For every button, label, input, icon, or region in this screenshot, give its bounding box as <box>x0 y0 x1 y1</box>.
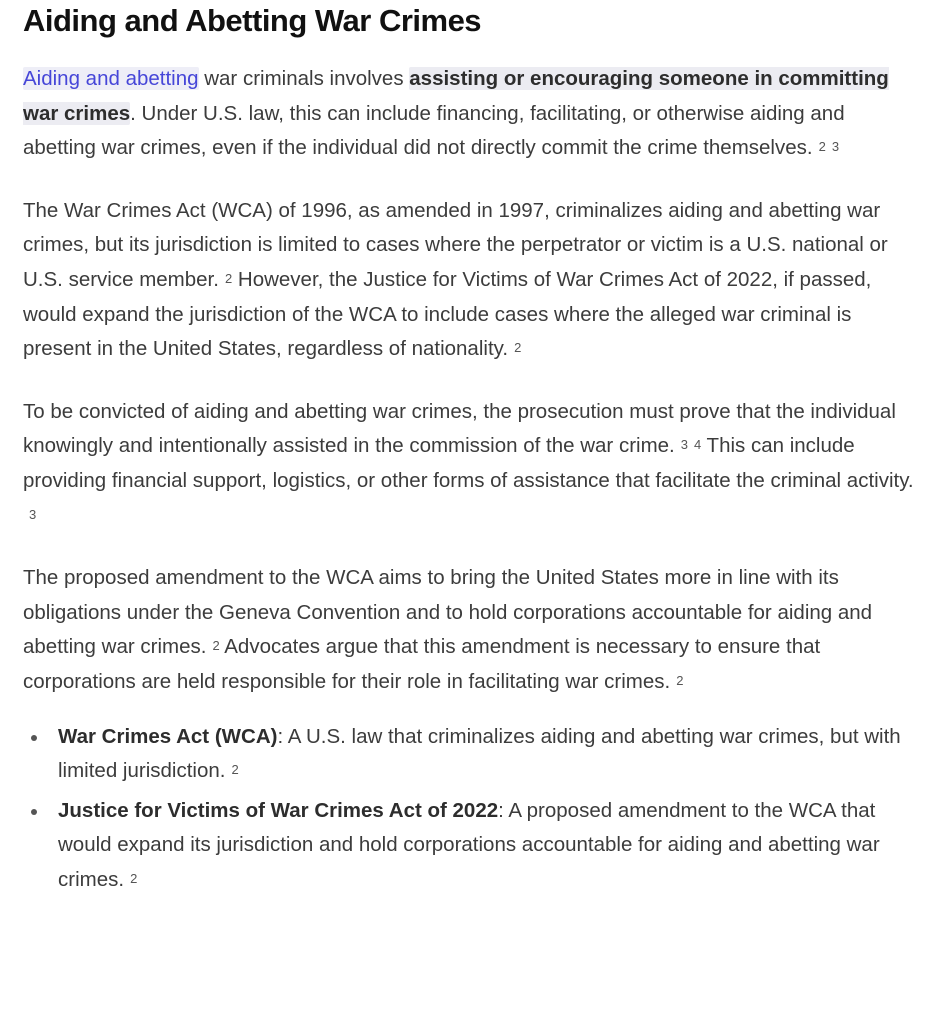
highlighted-phrase: assisting or encouraging someone in committing war crimes <box>23 67 889 125</box>
paragraph-text: To be convicted of aiding and abetting war crimes, the prosecution must prove that the individual knowingly and intentionally assisted in the commission of the war crime. <box>23 399 896 458</box>
citation-marker[interactable]: 3 <box>680 437 688 453</box>
summary-list <box>23 720 919 898</box>
aiding-abetting-link[interactable]: Aiding and abetting <box>23 67 199 90</box>
citation-marker[interactable]: 3 <box>831 139 840 155</box>
citation-marker[interactable]: 2 <box>231 762 239 778</box>
list-item-text: : A proposed amendment to the WCA that would expand its jurisdiction and hold corporations accountable for aiding and abetting war crimes. <box>58 798 880 891</box>
list-item <box>23 794 919 898</box>
citation-marker[interactable]: 3 <box>29 506 37 522</box>
citation-marker[interactable]: 2 <box>212 638 220 654</box>
page-title: Aiding and Abetting War Crimes <box>23 3 482 38</box>
citation-marker[interactable]: 2 <box>514 340 522 356</box>
paragraph-text: This can include providing financial support, logistics, or other forms of assistance that facilitate the criminal activity. <box>23 434 914 492</box>
paragraph-text: . Under U.S. law, this can include financing, facilitating, or otherwise aiding and abetting war crimes, even if the individual did not directly commit the crime themselves. <box>23 101 845 160</box>
paragraph-text: The War Crimes Act (WCA) of 1996, as amended in 1997, criminalizes aiding and abetting war crimes, but its jurisdiction is limited to cases where the perpetrator or victim is a U.S. national or U.S. service member. <box>23 198 888 291</box>
paragraph-text: Advocates argue that this amendment is necessary to ensure that corporations are held responsible for their role in facilitating war crimes. <box>23 635 821 693</box>
citation-marker[interactable]: 2 <box>224 270 233 286</box>
list-item-term: War Crimes Act (WCA) <box>58 724 278 748</box>
bullet-icon <box>31 809 37 815</box>
paragraph-wca <box>23 194 919 367</box>
list-item <box>23 720 919 789</box>
list-item-text: : A U.S. law that criminalizes aiding and abetting war crimes, but with limited jurisdiction. <box>58 724 901 783</box>
paragraph-conviction <box>23 395 919 533</box>
paragraph-text: war criminals involves <box>198 67 410 90</box>
citation-marker[interactable]: 2 <box>818 139 826 155</box>
paragraph-definition <box>23 62 919 166</box>
paragraph-text: However, the Justice for Victims of War Crimes Act of 2022, if passed, would expand the jurisdiction of the WCA to include cases where the alleged war criminal is present in the United States, regardless of nationality. <box>23 267 872 361</box>
citation-marker[interactable]: 2 <box>130 870 138 886</box>
bullet-icon <box>31 735 37 741</box>
paragraph-text: The proposed amendment to the WCA aims to bring the United States more in line with its obligations under the Geneva Convention and to hold corporations accountable for aiding and abetting war crimes. <box>23 566 873 659</box>
citation-marker[interactable]: 4 <box>693 437 702 453</box>
paragraph-amendment <box>23 561 919 699</box>
citation-marker[interactable]: 2 <box>676 672 684 688</box>
list-item-term: Justice for Victims of War Crimes Act of 2022 <box>58 798 499 822</box>
